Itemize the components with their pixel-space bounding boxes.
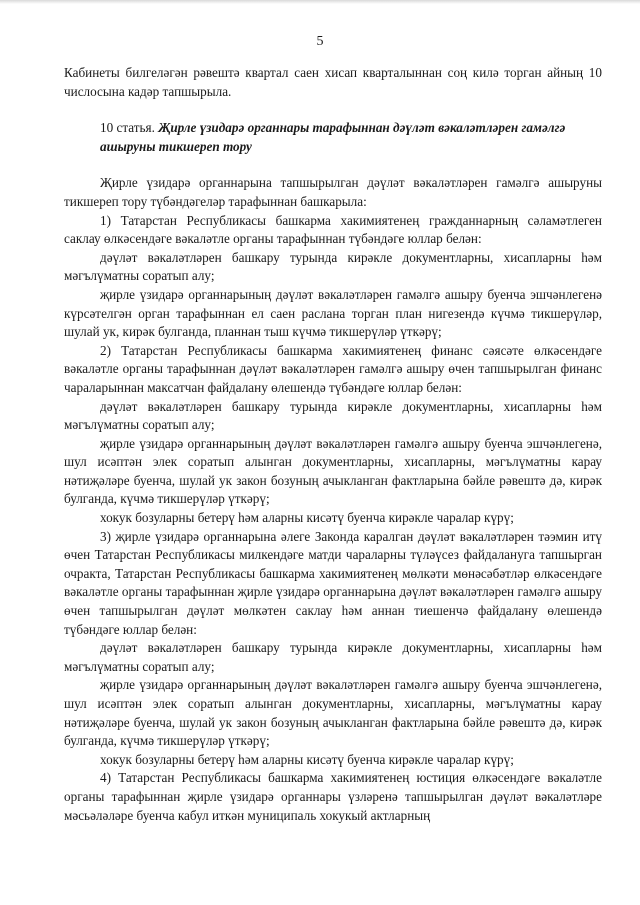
paragraph: җирле үзидарә органнарының дәүләт вәкаләтләрен гамәлгә ашыру буенча эшчәнлегенә, шул исәптән элек соратып алынган документларны, хисапларны, мәгълүматны карау нәтиҗәләре буенча, шулай ук закон бозуның ачыкланган фактларына бәйле рәвештә дә, кирәк булганда, күчмә тикшерүләр үткәрү; bbox=[64, 677, 602, 749]
paragraph: җирле үзидарә органнарының дәүләт вәкаләтләрен гамәлгә ашыру буенча эшчәнлегенә, шул исәптән элек соратып алынган документларны, хисапларны, мәгълүматны карау нәтиҗәләре буенча, шулай ук закон бозуның ачыкланган фактларына бәйле рәвештә дә, кирәк булганда, күчмә тикшерүләр үткәрү; bbox=[64, 435, 602, 507]
paragraph: дәүләт вәкаләтләрен башкару турында кирәкле документларны, хисапларны һәм мәгълүматны соратып алу; bbox=[64, 249, 602, 284]
paragraph: хокук бозуларны бетерү һәм аларны кисәтү буенча кирәкле чаралар күрү; bbox=[100, 751, 514, 767]
article-label: 10 статья. bbox=[100, 120, 155, 136]
document-body bbox=[64, 64, 602, 825]
spacer bbox=[64, 156, 602, 174]
article-heading bbox=[100, 119, 602, 156]
paragraph: дәүләт вәкаләтләрен башкару турында кирәкле документларны, хисапларны һәм мәгълүматны соратып алу; bbox=[64, 640, 602, 674]
paragraph: җирле үзидарә органнарының дәүләт вәкаләтләрен гамәлгә ашыру буенча эшчәнлегенә күрсәтелгән орган тарафыннан ел саен раслана торган план нигезендә күчмә тикшерүләр, шулай ук, кирәк булганда, планнан тыш күчмә тикшерүләр үткәрү; bbox=[64, 286, 602, 340]
scan-top-edge bbox=[0, 0, 640, 4]
spacer bbox=[64, 101, 602, 119]
article-title: Җирле үзидарә органнары тарафыннан дәүләт вәкаләтләрен гамәлгә ашыруны тикшереп тору bbox=[100, 120, 566, 154]
page-number: 5 bbox=[316, 34, 324, 49]
paragraph: Җирле үзидарә органнарына тапшырылган дәүләт вәкаләтләрен гамәлгә ашыруны тикшереп тору түбәндәгеләр тарафыннан башкарыла: bbox=[64, 175, 602, 209]
paragraph: дәүләт вәкаләтләрен башкару турында кирәкле документларны, хисапларны һәм мәгълүматны соратып алу; bbox=[64, 398, 602, 433]
paragraph: 2) Татарстан Республикасы башкарма хакимиятенең финанс сәясәте өлкәсендәге вәкаләтле органы тарафыннан дәүләт вәкаләтләрен гамәлгә ашыру өчен тапшырылган финанс чараларыннан максатчан файдалану өлешендә түбәндәге юллар белән: bbox=[64, 342, 602, 395]
intro-paragraph: Кабинеты билгеләгән рәвештә квартал саен хисап кварталыннан соң килә торган айның 10 числосына кадәр тапшырыла. bbox=[64, 65, 602, 99]
paragraph: 1) Татарстан Республикасы башкарма хакимиятенең гражданнарның сәламәтлеген саклау өлкәсендәге вәкаләтле органы тарафыннан түбәндәге юллар белән: bbox=[64, 212, 602, 247]
paragraph: 4) Татарстан Республикасы башкарма хакимиятенең юстиция өлкәсендәге вәкаләтле органы тарафыннан җирле үзидарә органнары үзләренә тапшырылган дәүләт вәкаләтләре мәсьәләләре буенча кабул иткән муниципаль хокукый актларның bbox=[64, 770, 602, 823]
paragraph: 3) җирле үзидарә органнарына әлеге Законда каралган дәүләт вәкаләтләрен тәэмин итү өчен Татарстан Республикасы милкендәге матди чараларны түләүсез файдалануга тапшырган очракта, Татарстан Республикасы башкарма хакимиятенең мөлкәти мөнәсәбәтләр өлкәсендәге вәкаләтле органы тарафыннан җирле үзидарә органнарына дәүләт вәкаләтләрен гамәлгә ашыру өчен тапшырылган дәүләт мөлкәтен саклау һәм аннан тиешенчә файдалану өлешендә түбәндәге юллар белән: bbox=[64, 528, 602, 637]
paragraph: хокук бозуларны бетерү һәм аларны кисәтү буенча кирәкле чаралар күрү; bbox=[100, 510, 514, 526]
